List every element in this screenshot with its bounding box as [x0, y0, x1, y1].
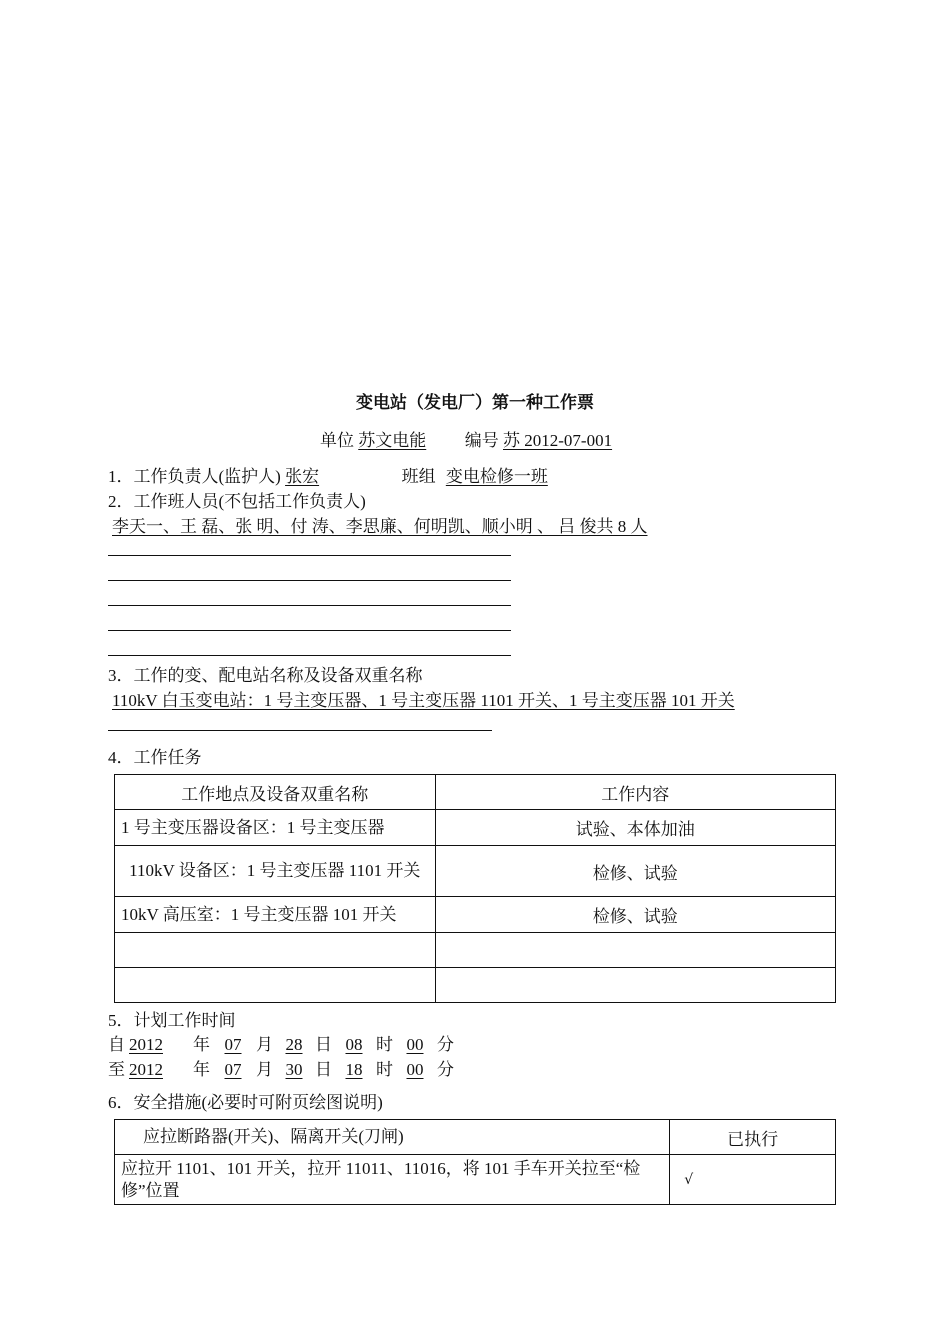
minute-unit: 分 — [437, 1060, 454, 1079]
section-5-label: 5．计划工作时间 — [108, 1011, 236, 1030]
day-unit: 日 — [315, 1035, 332, 1054]
year-unit: 年 — [193, 1060, 210, 1079]
task-content — [435, 968, 835, 1003]
section-6-label: 6．安全措施(必要时可附页绘图说明) — [108, 1093, 383, 1112]
from-year: 2012 — [129, 1035, 163, 1054]
safety-measure: 应拉开 1101、101 开关，拉开 11011、11016，将 101 手车开关拉至“检修”位置 — [115, 1155, 670, 1205]
time-to-line — [108, 1055, 454, 1080]
task-location: 10kV 高压室：1 号主变压器 101 开关 — [115, 897, 436, 933]
station-value: 110kV 白玉变电站：1 号主变压器、1 号主变压器 1101 开关、1 号主变压器 101 开关 — [112, 691, 735, 710]
time-from-line — [108, 1030, 454, 1055]
task-location — [115, 933, 436, 968]
section-4-label: 4．工作任务 — [108, 748, 202, 767]
unit-label: 单位 — [320, 431, 354, 450]
to-month: 07 — [224, 1060, 242, 1079]
table-row — [115, 933, 836, 968]
from-day: 28 — [285, 1035, 303, 1054]
header-location: 工作地点及设备双重名称 — [115, 775, 436, 810]
from-month: 07 — [224, 1035, 242, 1054]
section-3-label: 3．工作的变、配电站名称及设备双重名称 — [108, 666, 423, 685]
team-value: 变电检修一班 — [445, 467, 548, 486]
to-year: 2012 — [129, 1060, 163, 1079]
task-content: 试验、本体加油 — [435, 810, 835, 846]
blank-line — [108, 605, 511, 606]
task-content: 检修、试验 — [435, 846, 835, 897]
table-header-row — [115, 775, 836, 810]
team-label: 班组 — [401, 467, 436, 486]
day-unit: 日 — [315, 1060, 332, 1079]
table-row — [115, 897, 836, 933]
number-value: 苏 2012-07-001 — [503, 431, 613, 450]
blank-line — [108, 630, 511, 631]
table-row — [115, 810, 836, 846]
executed-check — [670, 1155, 836, 1205]
to-hour: 18 — [345, 1060, 363, 1079]
month-unit: 月 — [256, 1060, 273, 1079]
from-minute: 00 — [406, 1035, 424, 1054]
hour-unit: 时 — [376, 1035, 393, 1054]
unit-number-line — [320, 426, 612, 451]
header-breakers: 应拉断路器(开关)、隔离开关(刀闸) — [115, 1120, 670, 1155]
safety-table — [114, 1119, 836, 1205]
minute-unit: 分 — [437, 1035, 454, 1054]
year-unit: 年 — [193, 1035, 210, 1054]
task-table — [114, 774, 836, 1003]
table-row — [115, 968, 836, 1003]
blank-line — [108, 655, 511, 656]
task-location: 1 号主变压器设备区：1 号主变压器 — [115, 810, 436, 846]
document-title: 变电站（发电厂）第一种工作票 — [356, 393, 594, 413]
leader-value: 张宏 — [285, 467, 320, 486]
to-day: 30 — [285, 1060, 303, 1079]
members-value: 李天一、王 磊、张 明、付 涛、李思廉、何明凯、顺小明 、 吕 俊共 8 人 — [112, 517, 648, 536]
task-content: 检修、试验 — [435, 897, 835, 933]
check-mark-icon: √ — [684, 1172, 694, 1188]
blank-line — [108, 730, 492, 731]
to-label: 至 — [108, 1060, 125, 1079]
section-2-label: 2．工作班人员(不包括工作负责人) — [108, 492, 366, 511]
task-content — [435, 933, 835, 968]
hour-unit: 时 — [376, 1060, 393, 1079]
leader-label: 1．工作负责人(监护人) — [108, 467, 281, 486]
month-unit: 月 — [256, 1035, 273, 1054]
blank-line — [108, 580, 511, 581]
number-label: 编号 — [464, 431, 499, 450]
to-minute: 00 — [406, 1060, 424, 1079]
table-row — [115, 846, 836, 897]
header-content: 工作内容 — [435, 775, 835, 810]
task-location: 110kV 设备区：1 号主变压器 1101 开关 — [115, 846, 436, 897]
section-1 — [108, 462, 626, 487]
from-hour: 08 — [345, 1035, 363, 1054]
unit-value: 苏文电能 — [358, 431, 427, 450]
table-header-row — [115, 1120, 836, 1155]
from-label: 自 — [108, 1035, 125, 1054]
task-location — [115, 968, 436, 1003]
table-row — [115, 1155, 836, 1205]
header-executed: 已执行 — [670, 1120, 836, 1155]
blank-line — [108, 555, 511, 556]
